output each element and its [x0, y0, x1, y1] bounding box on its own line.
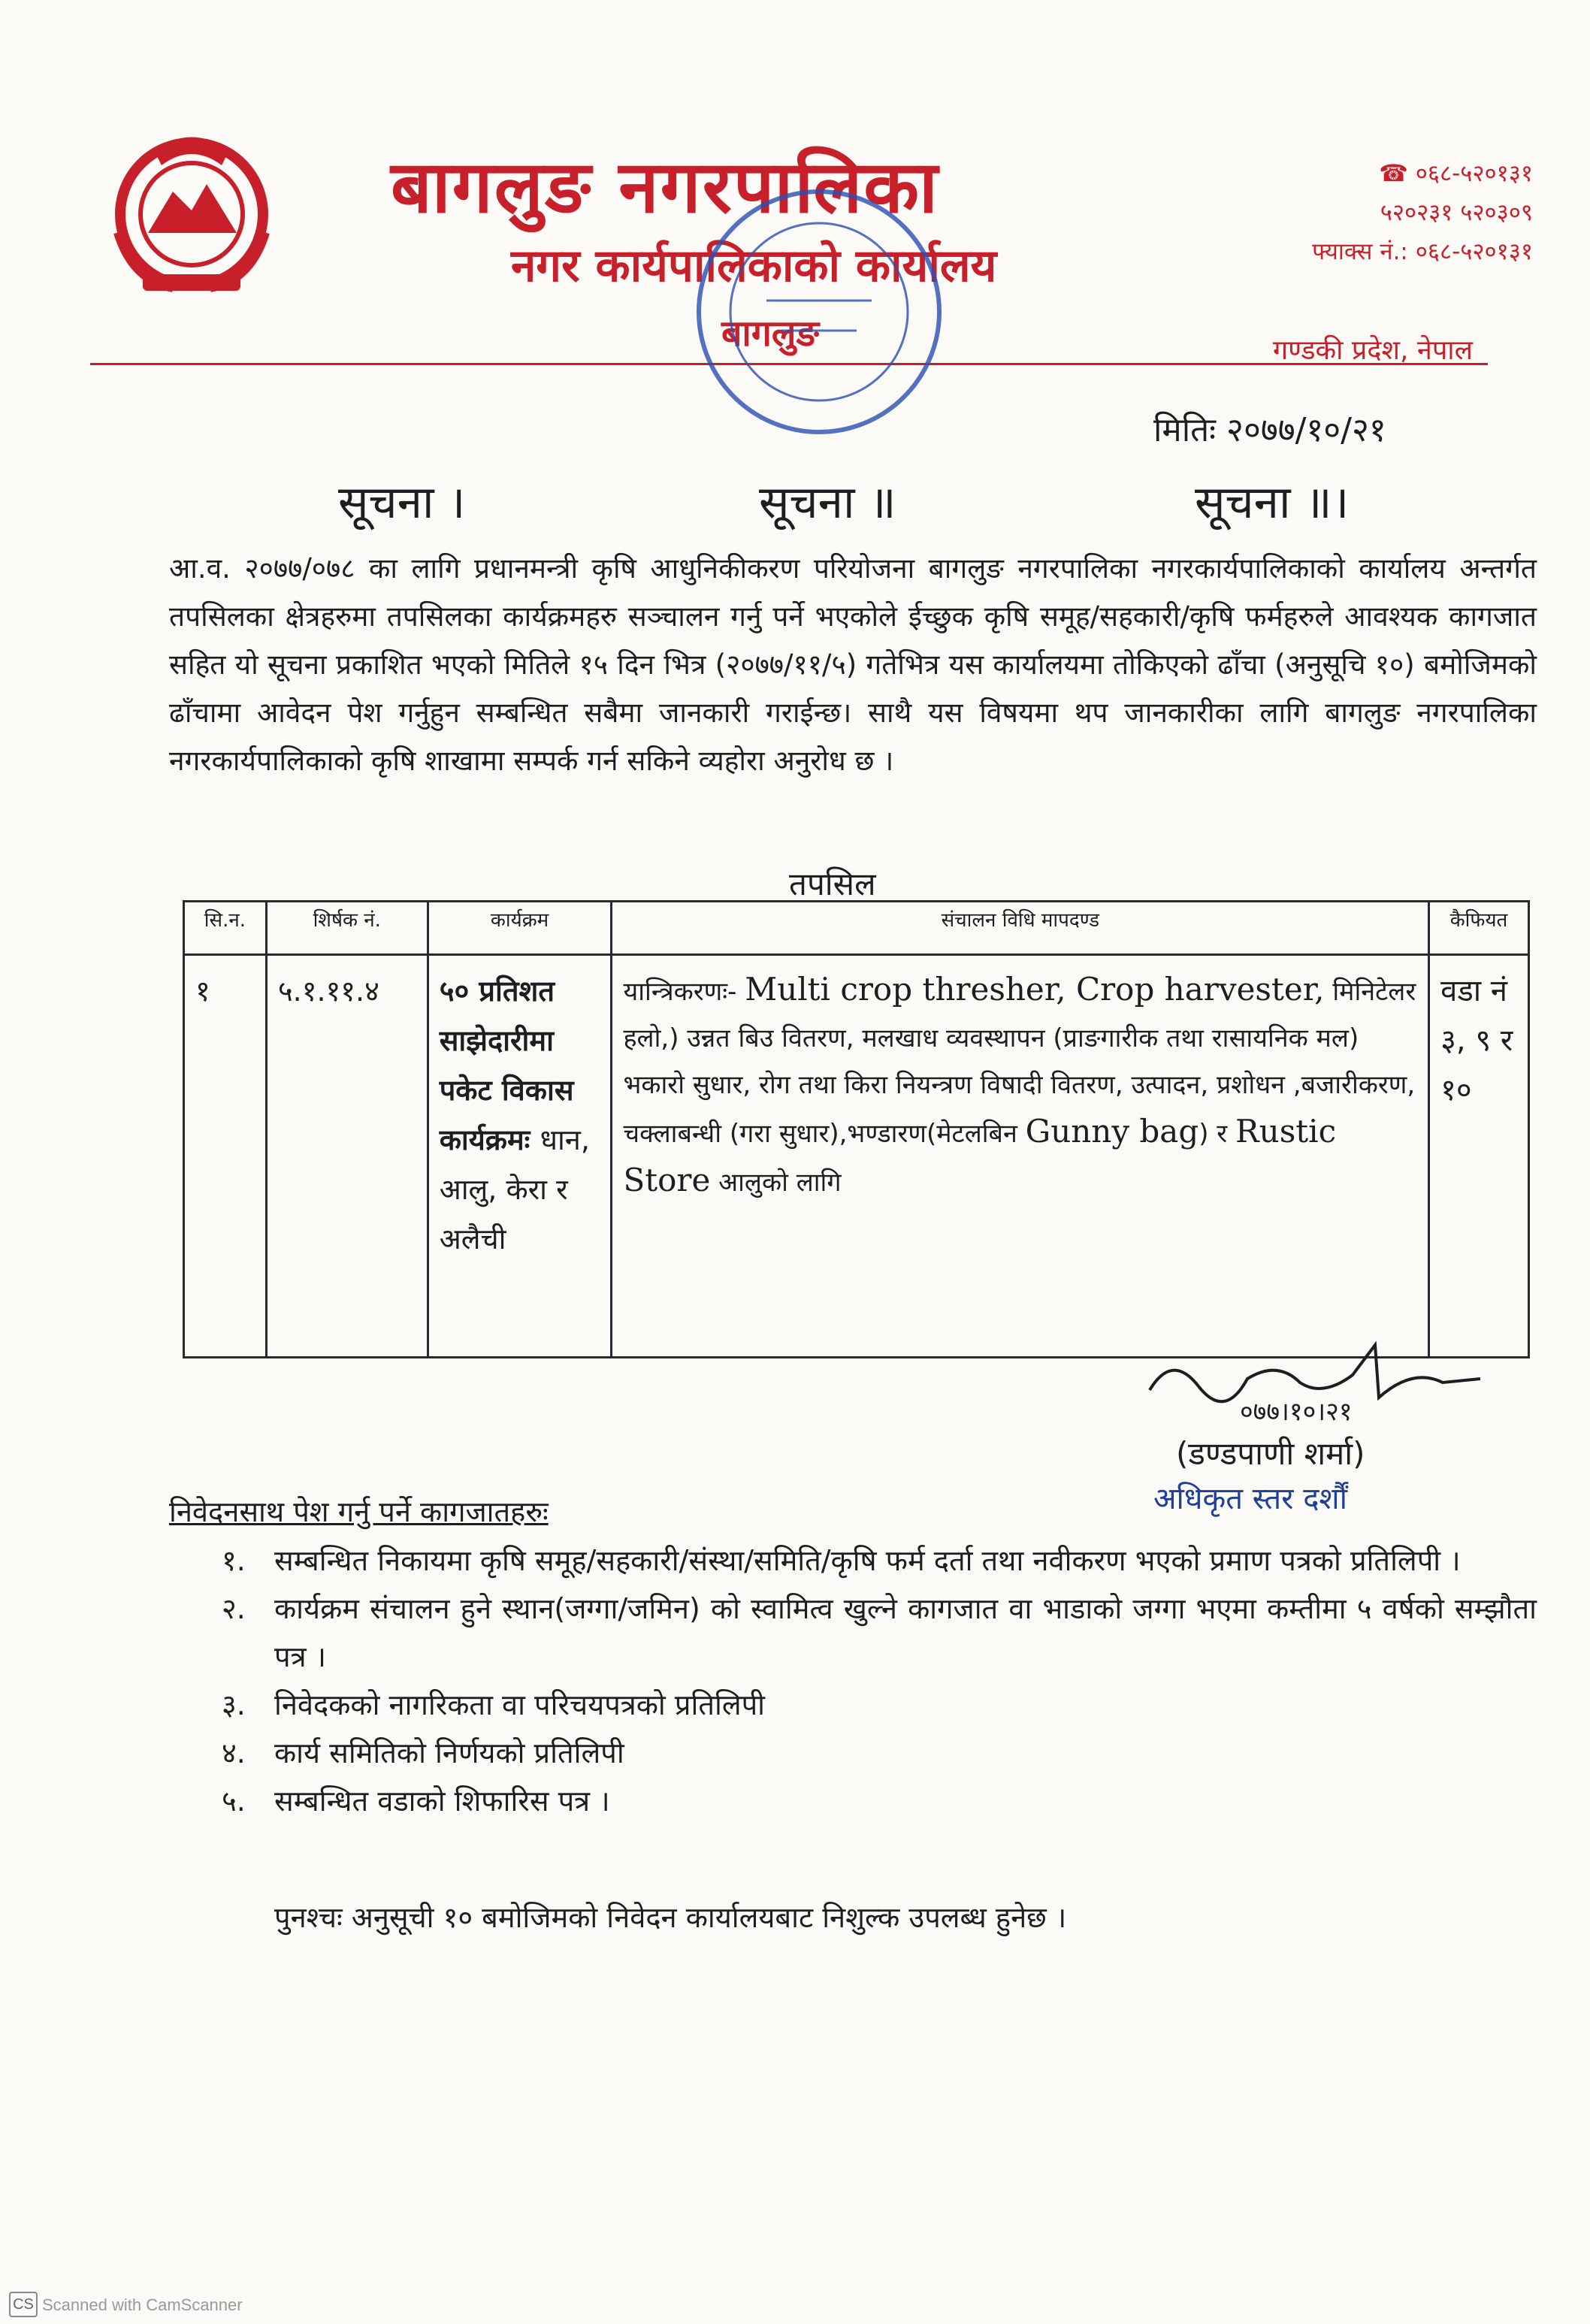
schedule-table	[183, 900, 1530, 1358]
office-stamp	[676, 169, 962, 455]
list-item-text: निवेदकको नागरिकता वा परिचयपत्रको प्रतिलिपी	[274, 1688, 766, 1721]
table-header-row	[184, 902, 1529, 955]
cell-criteria	[612, 955, 1429, 1358]
header-sn: सि.न.	[184, 902, 267, 955]
header-criteria: संचालन विधि मापदण्ड	[612, 902, 1429, 955]
list-item	[222, 1777, 1537, 1825]
criteria-text-4: आलुको लागि	[710, 1168, 842, 1198]
list-item	[222, 1729, 1537, 1777]
scanner-watermark: Scanned with CamScanner	[42, 2295, 243, 2314]
signature-date: ०७७।१०।२१	[1240, 1397, 1353, 1427]
criteria-machinery: Multi crop thresher, Crop harvester,	[745, 971, 1325, 1008]
table-caption: तपसिल	[789, 866, 876, 902]
province: गण्डकी प्रदेश, नेपाल	[1272, 335, 1473, 366]
criteria-rustic-store: Rustic Store	[623, 1113, 1337, 1198]
program-crops: धान, आलु, केरा र अलैची	[439, 1123, 590, 1256]
signer-name: (डण्डपाणी शर्मा)	[1176, 1435, 1365, 1472]
list-item-number: ४.	[222, 1736, 246, 1769]
org-name: बागलुङ नगरपालिका	[391, 145, 939, 229]
cell-heading-no: ५.१.११.४	[266, 955, 428, 1358]
program-title: ५० प्रतिशत साझेदारीमा पकेट विकास कार्यक्रमः	[439, 975, 574, 1156]
contact-block	[1247, 154, 1533, 271]
list-item	[222, 1681, 1537, 1729]
office-name: नगर कार्यपालिकाको कार्यालय	[511, 240, 997, 292]
criteria-text-3: ) र	[1199, 1119, 1236, 1149]
notice-body: आ.व. २०७७/०७८ का लागि प्रधानमन्त्री कृषि आधुनिकीकरण परियोजना बागलुङ नगरपालिका नगरकार्यपालिकाको कार्यालय अन्तर्गत तपसिलका क्षेत्रहरुमा तपसिलका कार्यक्रमहरु सञ्चालन गर्नु पर्ने भएकोले ईच्छुक कृषि समूह/सहकारी/कृषि फर्महरुले आवश्यक कागजात सहित यो सूचना प्रकाशित भएको मितिले १५ दिन भित्र (२०७७/११/५) गतेभित्र यस कार्यालयमा तोकिएको ढाँचा (अनुसूचि १०) बमोजिमको ढाँचामा आवेदन पेश गर्नुहुन सम्बन्धित सबैमा जानकारी गराईन्छ। साथै यस विषयमा थप जानकारीका लागि बागलुङ नगरपालिका नगरकार्यपालिकाको कृषि शाखामा सम्पर्क गर्न सकिने व्यहोरा अनुरोध छ ।	[169, 552, 1537, 777]
notice-title-1: सूचना ।	[338, 476, 466, 529]
documents-list	[222, 1537, 1537, 1825]
list-item-number: १.	[222, 1544, 246, 1577]
list-item-text: सम्बन्धित निकायमा कृषि समूह/सहकारी/संस्था/समिति/कृषि फर्म दर्ता तथा नवीकरण भएको प्रमाण पत्रको प्रतिलिपी ।	[274, 1544, 1461, 1577]
header-program: कार्यक्रम	[428, 902, 612, 955]
list-item	[222, 1537, 1537, 1585]
notice-title-3: सूचना ॥।	[1195, 476, 1350, 529]
criteria-text-1: यान्त्रिकरणः-	[623, 977, 745, 1007]
header-heading-no: शिर्षक नं.	[266, 902, 428, 955]
phone-primary: ☎ ०६८-५२०१३१	[1379, 160, 1533, 187]
postscript: पुनश्चः अनुसूची १० बमोजिमको निवेदन कार्यालयबाट निशुल्क उपलब्ध हुनेछ ।	[274, 1901, 1067, 1934]
list-item-text: कार्य समितिको निर्णयको प्रतिलिपी	[274, 1736, 624, 1769]
fax-number: फ्याक्स नं.: ०६८-५२०१३१	[1312, 238, 1533, 265]
table-row	[184, 955, 1529, 1358]
phone-secondary: ५२०२३१ ५२०३०९	[1380, 199, 1533, 226]
list-item	[222, 1585, 1537, 1681]
criteria-text-2: मिनिटेलर हलो,) उन्नत बिउ वितरण, मलखाध व्यवस्थापन (प्राङगारीक तथा रासायनिक मल) भकारो सुधार, रोग तथा किरा नियन्त्रण विषादी वितरण, उत्पादन, प्रशोधन ,बजारीकरण, चक्लाबन्धी (गरा सुधार),भण्डारण(मेटलबिन	[623, 977, 1416, 1149]
list-item-number: ५.	[222, 1785, 246, 1818]
notice-title-2: सूचना ॥	[759, 476, 896, 529]
list-item-number: ३.	[222, 1688, 246, 1721]
cell-program	[428, 955, 612, 1358]
signer-title: अधिकृत स्तर दर्शौं	[1153, 1482, 1347, 1516]
list-item-text: सम्बन्धित वडाको शिफारिस पत्र ।	[274, 1785, 610, 1818]
list-item-text: कार्यक्रम संचालन हुने स्थान(जग्गा/जमिन) को स्वामित्व खुल्ने कागजात वा भाडाको जग्गा भएमा कम्तीमा ५ वर्षको सम्झौता पत्र ।	[274, 1592, 1537, 1673]
camscanner-logo-icon: CS	[9, 2292, 38, 2317]
town-name: बागलुङ	[721, 313, 819, 355]
cell-sn: १	[184, 955, 267, 1358]
list-item-number: २.	[222, 1592, 246, 1625]
documents-heading: निवेदनसाथ पेश गर्नु पर्ने कागजातहरुः	[169, 1495, 549, 1528]
criteria-gunny-bag: Gunny bag	[1025, 1113, 1199, 1150]
notice-date: मितिः २०७७/१०/२१	[1153, 411, 1386, 449]
header-remark: कैफियत	[1429, 902, 1529, 955]
cell-remark: वडा नं ३, ९ र १०	[1429, 955, 1529, 1358]
nepal-emblem-icon	[101, 120, 282, 301]
